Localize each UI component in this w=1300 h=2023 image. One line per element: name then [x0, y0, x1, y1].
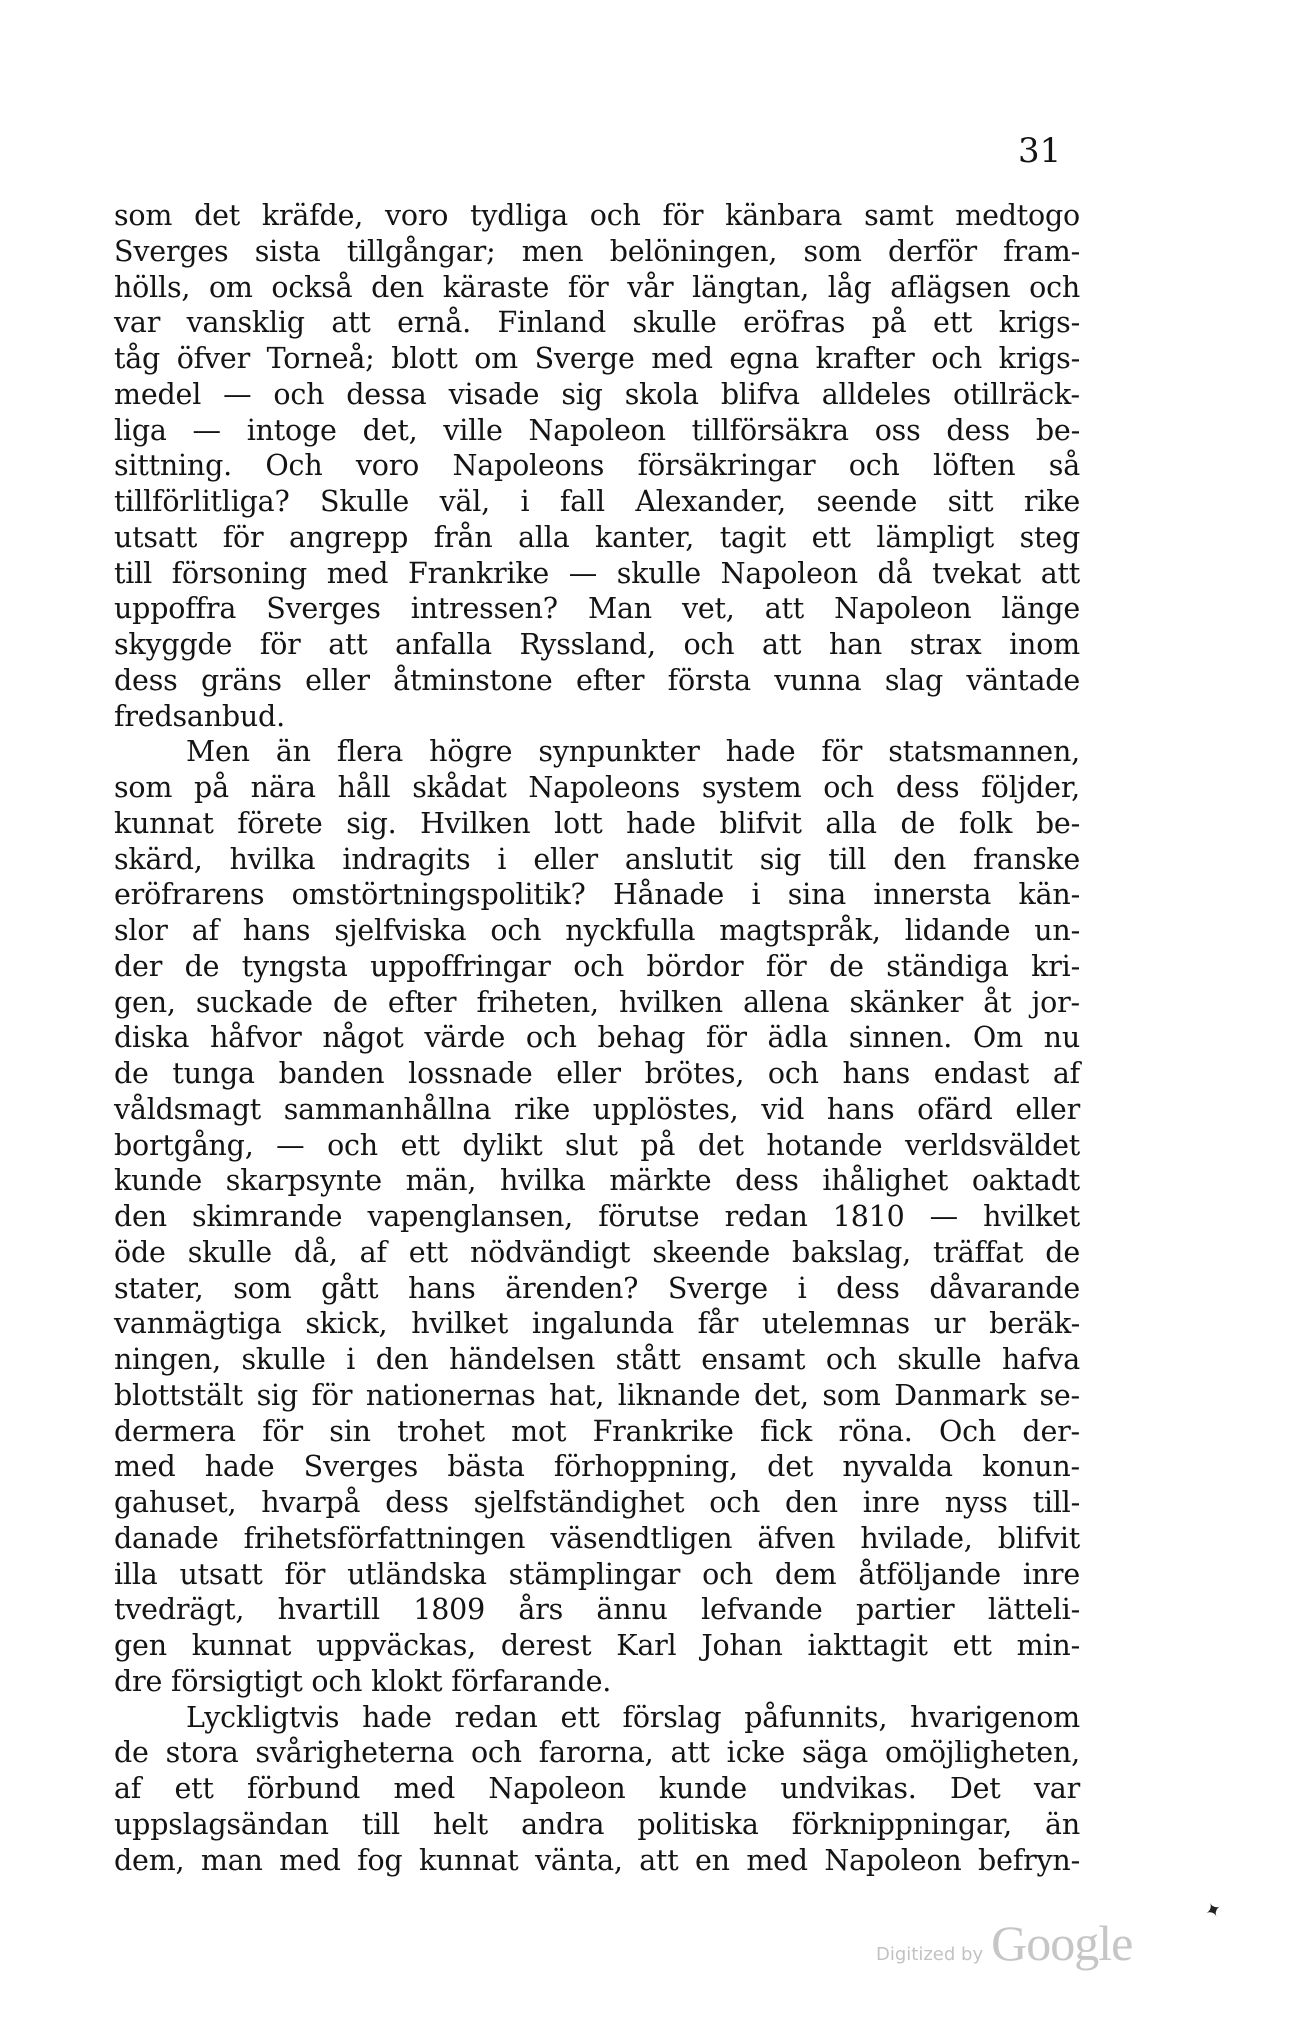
text-line: den skimrande vapenglansen, förutse redan 1810 — hvilket — [114, 1200, 1080, 1233]
text-line: till försoning med Frankrike — skulle Napoleon då tvekat att — [114, 556, 1080, 590]
text-line: våldsmagt sammanhållna rike upplöstes, vid hans ofärd eller — [114, 1092, 1080, 1126]
text-line: bortgång, — och ett dylikt slut på det hotande verldsväldet — [114, 1128, 1080, 1162]
text-line: eröfrarens omstörtningspolitik? Hånade i sina innersta kän- — [114, 878, 1080, 912]
text-line: gen, suckade de efter friheten, hvilken allena skänker åt jor- — [114, 985, 1080, 1019]
body-text — [114, 198, 1080, 1878]
text-line: dess gräns eller åtminstone efter första vunna slag väntade — [114, 663, 1080, 697]
text-line: skärd, hvilka indragits i eller anslutit sig till den franske — [114, 842, 1080, 876]
text-line: diska håfvor något värde och behag för ädla sinnen. Om nu — [114, 1021, 1080, 1055]
text-line: som det kräfde, voro tydliga och för känbara samt medtogo — [114, 199, 1080, 232]
text-line: danade frihetsförfattningen väsendtligen äfven hvilade, blifvit — [114, 1521, 1080, 1555]
google-logo: Google — [991, 1915, 1133, 1971]
text-line: medel — och dessa visade sig skola blifva alldeles otillräck- — [114, 377, 1080, 411]
text-line: vanmägtiga skick, hvilket ingalunda får utelemnas ur beräk- — [114, 1307, 1080, 1341]
text-line: tåg öfver Torneå; blott om Sverge med egna krafter och krigs- — [114, 342, 1080, 375]
text-line: tillförlitliga? Skulle väl, i fall Alexander, seende sitt rike — [114, 485, 1080, 518]
text-line: gen kunnat uppväckas, derest Karl Johan iakttagit ett min- — [114, 1629, 1080, 1662]
text-line: ningen, skulle i den händelsen stått ensamt och skulle hafva — [114, 1343, 1080, 1376]
text-line: uppoffra Sverges intressen? Man vet, att Napoleon länge — [114, 592, 1080, 626]
text-line: de tunga banden lossnade eller brötes, och hans endast af — [114, 1057, 1080, 1090]
text-line: hölls, om också den käraste för vår längtan, låg aflägsen och — [114, 270, 1080, 304]
text-line: Men än flera högre synpunkter hade för statsmannen, — [186, 735, 1080, 769]
text-line: öde skulle då, af ett nödvändigt skeende bakslag, träffat de — [114, 1235, 1080, 1269]
text-line: var vansklig att ernå. Finland skulle eröfras på ett krigs- — [114, 306, 1080, 340]
text-line: kunnat förete sig. Hvilken lott hade blifvit alla de folk be- — [114, 806, 1080, 840]
text-line: kunde skarpsynte män, hvilka märkte dess ihålighet oaktadt — [114, 1164, 1080, 1198]
text-line: dem, man med fog kunnat vänta, att en med Napoleon befryn- — [114, 1843, 1080, 1877]
text-line: med hade Sverges bästa förhoppning, det nyvalda konun- — [114, 1450, 1080, 1484]
text-line: dre försigtigt och klokt förfarande. — [114, 1664, 612, 1698]
text-line: illa utsatt för utländska stämplingar och dem åtföljande inre — [114, 1557, 1080, 1591]
text-line: Sverges sista tillgångar; men belöningen, som derför fram- — [114, 234, 1080, 268]
text-line: der de tyngsta uppoffringar och bördor för de ständiga kri- — [114, 949, 1080, 983]
text-line: af ett förbund med Napoleon kunde undvikas. Det var — [114, 1772, 1080, 1805]
text-line: dermera för sin trohet mot Frankrike fick röna. Och der- — [114, 1414, 1080, 1448]
google-watermark — [876, 1914, 1132, 1972]
text-line: gahuset, hvarpå dess sjelfständighet och den inre nyss till- — [114, 1486, 1080, 1519]
text-line: tvedrägt, hvartill 1809 års ännu lefvande partier lätteli- — [114, 1593, 1080, 1627]
text-line: utsatt för angrepp från alla kanter, tagit ett lämpligt steg — [114, 520, 1080, 554]
text-line: de stora svårigheterna och farorna, att icke säga omöjligheten, — [114, 1736, 1080, 1770]
ink-mark-icon: ✦ — [1200, 1895, 1227, 1925]
text-line: slor af hans sjelfviska och nyckfulla magtspråk, lidande un- — [114, 914, 1080, 947]
text-line: Lyckligtvis hade redan ett förslag påfunnits, hvarigenom — [186, 1700, 1080, 1734]
watermark-digitized-label: Digitized by — [876, 1944, 984, 1965]
text-line: stater, som gått hans ärenden? Sverge i dess dåvarande — [114, 1271, 1080, 1305]
text-line: som på nära håll skådat Napoleons system och dess följder, — [114, 771, 1080, 804]
text-line: blottstält sig för nationernas hat, liknande det, som Danmark se- — [114, 1378, 1080, 1412]
text-line: fredsanbud. — [114, 699, 285, 733]
text-line: sittning. Och voro Napoleons försäkringar och löften så — [114, 449, 1080, 483]
text-line: liga — intoge det, ville Napoleon tillförsäkra oss dess be- — [114, 413, 1080, 447]
page-number: 31 — [1018, 131, 1062, 171]
text-line: skyggde för att anfalla Ryssland, och att han strax inom — [114, 628, 1080, 661]
text-line: uppslagsändan till helt andra politiska förknippningar, än — [114, 1807, 1080, 1841]
